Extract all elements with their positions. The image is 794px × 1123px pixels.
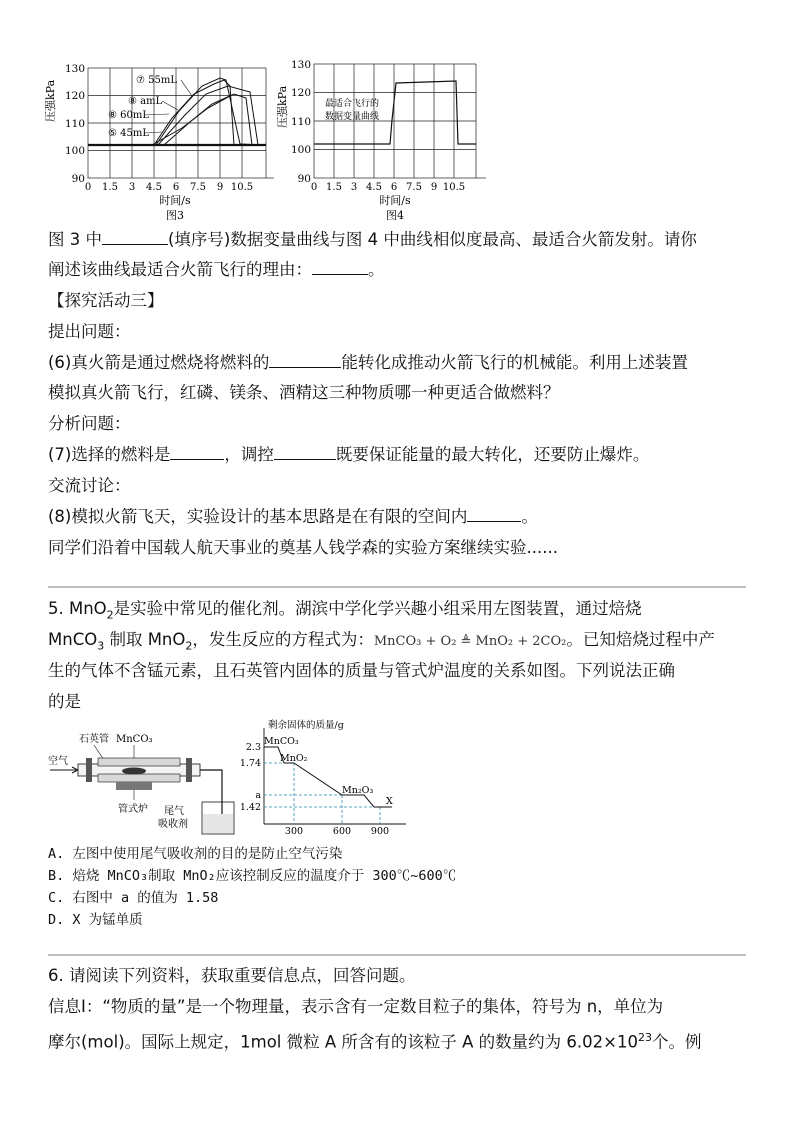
fig3-xtick: 7.5 <box>190 182 206 193</box>
fig3-xtick: 10.5 <box>230 182 254 193</box>
fig3-xlabel: 时间/s <box>159 194 191 207</box>
fig3-ytick: 100 <box>64 145 85 157</box>
fig4-ytick: 90 <box>297 173 311 185</box>
fig3-caption: 图3 <box>166 209 184 222</box>
graph-ytick: 1.74 <box>239 758 261 769</box>
fig3-xtick: 1.5 <box>102 182 118 193</box>
graph-ylabel: 剩余固体的质量/g <box>268 720 344 731</box>
mnco3-label: MnCO₃ <box>116 734 153 745</box>
fig4-xtick: 7.5 <box>406 182 422 193</box>
q6-text: 摩尔(mol)。国际上规定，1mol 微粒 A 所含有的该粒子 A 的数量约为 6.02×10 <box>48 1032 638 1052</box>
graph-species-label: X <box>386 796 393 807</box>
q5-line-3: 生的气体不含锰元素，且石英管内固体的质量与管式炉温度的关系如图。下列说法正确 <box>48 661 675 680</box>
absorbent-label: 吸收剂 <box>158 819 188 830</box>
answer-blank[interactable] <box>312 258 368 275</box>
fig4-xtick: 6 <box>390 182 398 193</box>
q4-text: 图 3 中 <box>48 230 102 249</box>
fig3-xtick: 9 <box>216 182 224 193</box>
q4-closing-line: 同学们沿着中国载人航天事业的奠基人钱学森的实验方案继续实验...... <box>48 538 558 557</box>
q5-text: 。已知焙烧过程中产 <box>566 630 715 649</box>
fig3-ytick: 120 <box>64 90 85 102</box>
fig4-ylabel: 压强kPa <box>276 85 289 128</box>
tube-furnace <box>98 758 180 766</box>
answer-blank[interactable] <box>102 228 168 245</box>
q4-text: (8)模拟火箭飞天，实验设计的基本思路是在有限的空间内 <box>48 507 468 526</box>
divider <box>48 586 746 588</box>
q4-text: (7)选择的燃料是 <box>48 445 171 464</box>
q6-line-1: 6. 请阅读下列资料，获取重要信息点，回答问题。 <box>48 966 416 985</box>
subscript: 2 <box>106 608 114 622</box>
q6-sub-line-2: 模拟真火箭飞行，红磷、镁条、酒精这三种物质哪一种更适合做燃料？ <box>48 383 560 402</box>
fig3-xtick: 6 <box>172 182 180 193</box>
fig3-xtick: 3 <box>128 182 136 193</box>
fig4-xtick: 3 <box>350 182 358 193</box>
quartz-tube-label: 石英管 <box>79 734 109 745</box>
graph-xtick: 300 <box>284 826 304 837</box>
q4-text: 。 <box>521 507 538 526</box>
activity-3-heading: 【探究活动三】 <box>48 291 164 310</box>
q6-text: 个。例 <box>651 1032 702 1052</box>
q4-line-2 <box>48 258 385 282</box>
discuss-heading: 交流讨论： <box>48 476 131 495</box>
figure-4-chart <box>274 56 490 224</box>
fig3-xtick: 4.5 <box>146 182 162 193</box>
apparatus-diagram <box>46 728 238 836</box>
fig4-ytick: 120 <box>290 87 311 99</box>
answer-blank[interactable] <box>274 443 336 460</box>
fig3-xtick: 0 <box>84 182 92 193</box>
q6-line-2: 信息Ⅰ：“物质的量”是一个物理量，表示含有一定数目粒子的集体，符号为 n，单位为 <box>48 997 664 1016</box>
fig4-xtick: 10.5 <box>442 182 466 193</box>
figure-3-chart <box>44 56 280 224</box>
fig3-ytick: 110 <box>64 118 85 130</box>
divider <box>48 954 746 956</box>
q7-sub-line <box>48 443 649 467</box>
q5-text: 5. MnO <box>48 599 107 618</box>
graph-species-label: MnO₂ <box>280 753 308 764</box>
fig4-caption: 图4 <box>386 209 404 222</box>
fig3-series-label: ⑧ amL <box>128 96 163 107</box>
q6-line-3 <box>48 1026 701 1055</box>
q4-text: 阐述该曲线最适合火箭飞行的理由： <box>48 260 312 279</box>
fig4-ytick: 130 <box>290 59 311 71</box>
q5-line-4: 的是 <box>48 692 81 711</box>
option-a[interactable]: A. 左图中使用尾气吸收剂的目的是防止空气污染 <box>48 846 343 862</box>
subscript: 2 <box>185 639 193 653</box>
fig3-grid <box>88 68 274 178</box>
q5-text: 是实验中常见的催化剂。湖滨中学化学兴趣小组采用左图装置，通过焙烧 <box>113 599 642 618</box>
q4-text: 能转化成推动火箭飞行的机械能。利用上述装置 <box>341 353 688 372</box>
furnace-label: 管式炉 <box>118 804 148 815</box>
option-b[interactable]: B. 焙烧 MnCO₃制取 MnO₂应该控制反应的温度介于 300℃~600℃ <box>48 868 457 884</box>
graph-ytick: a <box>255 790 261 801</box>
graph-species-label: Mn₂O₃ <box>342 785 374 796</box>
graph-ytick: 2.3 <box>245 742 261 753</box>
superscript: 23 <box>637 1031 652 1044</box>
fig3-ytick: 130 <box>64 63 85 75</box>
q4-text: 既要保证能量的最大转化，还要防止爆炸。 <box>335 445 650 464</box>
fig4-ytick: 100 <box>290 144 311 156</box>
fig4-annotation: 最适合飞行的 <box>324 99 380 109</box>
q6-sub-line <box>48 351 688 375</box>
subscript: 3 <box>97 639 105 653</box>
fig4-xtick: 9 <box>430 182 438 193</box>
q5-line-2 <box>48 628 715 658</box>
fig3-series-label: ⑤ 45mL <box>108 128 149 139</box>
fig4-annotation: 数据变量曲线 <box>324 112 380 122</box>
tail-gas-label: 尾气 <box>164 806 184 817</box>
fig3-series-label: ⑦ 55mL <box>136 75 177 86</box>
fig4-xtick: 0 <box>310 182 318 193</box>
fig3-ylabel: 压强kPa <box>44 79 57 122</box>
answer-blank[interactable] <box>170 443 224 460</box>
graph-xtick: 900 <box>370 826 390 837</box>
q5-text: 制取 MnO <box>104 630 186 649</box>
analyze-heading: 分析问题： <box>48 414 131 433</box>
graph-ytick: 1.42 <box>239 802 261 813</box>
q8-sub-line <box>48 505 538 529</box>
fig4-xlabel: 时间/s <box>379 194 411 207</box>
q5-text: ，发生反应的方程式为： <box>192 630 374 649</box>
fig4-xtick: 4.5 <box>366 182 382 193</box>
q4-text: ，调控 <box>224 445 274 464</box>
option-d[interactable]: D. X 为锰单质 <box>48 912 143 928</box>
q5-line-1 <box>48 597 642 627</box>
graph-xtick: 600 <box>332 826 352 837</box>
mass-temperature-graph <box>239 720 412 840</box>
option-c[interactable]: C. 右图中 a 的值为 1.58 <box>48 890 219 906</box>
answer-blank[interactable] <box>269 351 341 368</box>
fig3-series-label: ⑧ 60mL <box>108 110 149 121</box>
graph-species-label: MnCO₃ <box>264 736 299 747</box>
q4-text: (填序号)数据变量曲线与图 4 中曲线相似度最高、最适合火箭发射。请你 <box>168 230 697 249</box>
fig4-xtick: 1.5 <box>326 182 342 193</box>
pose-question-heading: 提出问题： <box>48 322 131 341</box>
q4-text: (6)真火箭是通过燃烧将燃料的 <box>48 353 270 372</box>
q4-text: 。 <box>368 260 385 279</box>
fig3-ytick: 90 <box>71 173 85 185</box>
air-label: 空气 <box>48 756 68 767</box>
chemical-equation: MnCO₃ + O₂ ≜ MnO₂ + 2CO₂ <box>373 634 567 649</box>
q5-text: MnCO <box>48 630 98 649</box>
fig4-ytick: 110 <box>290 116 311 128</box>
answer-blank[interactable] <box>467 505 521 522</box>
q4-line-1 <box>48 228 697 252</box>
